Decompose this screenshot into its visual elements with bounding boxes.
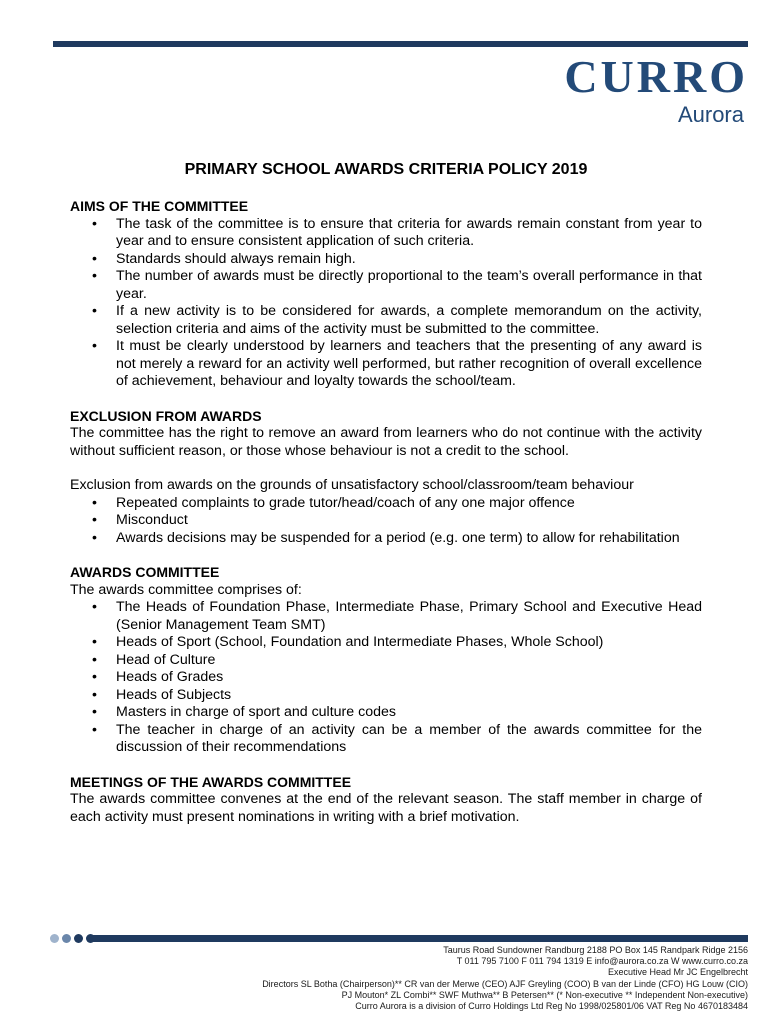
list-item: • The teacher in charge of an activity can be a member of the awards committee for the discussion of their recommendations bbox=[92, 721, 702, 755]
footer-line: PJ Mouton* ZL Combi** SWF Muthwa** B Petersen** (* Non-executive ** Independent Non-executive) bbox=[341, 989, 748, 1000]
meetings-heading: MEETINGS OF THE AWARDS COMMITTEE bbox=[70, 773, 352, 790]
exclusion-list bbox=[70, 495, 702, 548]
logo-sub: Aurora bbox=[677, 102, 744, 127]
bullet-icon: • bbox=[92, 721, 97, 738]
list-item: • The Heads of Foundation Phase, Intermediate Phase, Primary School and Executive Head (Senior Management Team SMT) bbox=[92, 599, 702, 633]
aims-list bbox=[70, 216, 702, 391]
list-item: • The number of awards must be directly proportional to the team’s overall performance in that year. bbox=[92, 268, 702, 302]
dot-icon bbox=[74, 934, 83, 943]
bullet-icon: • bbox=[92, 215, 97, 232]
footer-line: Taurus Road Sundowner Randburg 2188 PO Box 145 Randpark Ridge 2156 bbox=[443, 945, 748, 955]
committee-heading: AWARDS COMMITTEE bbox=[70, 564, 220, 580]
list-item: • It must be clearly understood by learners and teachers that the presenting of any award is not merely a reward for an activity well performed, but rather recognition of overall excellence of achievement, behaviour and loyalty towards the school/team. bbox=[92, 338, 702, 389]
list-item: • Misconduct bbox=[92, 512, 188, 528]
footer-line: Curro Aurora is a division of Curro Holdings Ltd Reg No 1998/025801/06 VAT Reg No 4670183484 bbox=[355, 1001, 748, 1012]
footer-line: Directors SL Botha (Chairperson)** CR van der Merwe (CEO) AJF Greyling (COO) B van der Linde (CFO) HG Louw (CIO) bbox=[262, 978, 748, 989]
list-item: • Heads of Sport (School, Foundation and Intermediate Phases, Whole School) bbox=[92, 634, 604, 650]
footer-line: Executive Head Mr JC Engelbrecht bbox=[607, 967, 748, 978]
list-item: • Standards should always remain high. bbox=[92, 250, 356, 267]
header-rule bbox=[53, 41, 748, 47]
list-item: • If a new activity is to be considered for awards, a complete memorandum on the activity, selection criteria and aims of the activity must be submitted to the committee. bbox=[92, 303, 702, 337]
bullet-icon: • bbox=[92, 303, 97, 319]
exclusion-paragraph: The committee has the right to remove an award from learners who do not continue with the activity without sufficient reason, or those whose behaviour is not a credit to the school. bbox=[70, 425, 702, 459]
bullet-icon: • bbox=[92, 512, 97, 528]
dot-icon bbox=[62, 934, 71, 943]
curro-aurora-logo bbox=[564, 51, 748, 128]
aims-heading: AIMS OF THE COMMITTEE bbox=[70, 198, 249, 214]
bullet-icon: • bbox=[92, 268, 97, 284]
dot-icon bbox=[50, 934, 59, 943]
bullet-icon: • bbox=[92, 338, 97, 354]
bullet-icon: • bbox=[92, 599, 97, 615]
bullet-icon: • bbox=[92, 704, 97, 720]
footer-line: T 011 795 7100 F 011 794 1319 E info@aurora.co.za W www.curro.co.za bbox=[456, 956, 748, 967]
committee-intro: The awards committee comprises of: bbox=[70, 581, 302, 598]
list-item: • Head of Culture bbox=[92, 651, 216, 668]
footer-rule bbox=[90, 935, 748, 942]
bullet-icon: • bbox=[92, 494, 97, 511]
committee-list bbox=[70, 599, 702, 757]
bullet-icon: • bbox=[92, 634, 97, 650]
bullet-icon: • bbox=[92, 250, 97, 267]
list-item: • The task of the committee is to ensure that criteria for awards remain constant from year to year and to ensure consistent application of such criteria. bbox=[92, 215, 702, 249]
list-item: • Masters in charge of sport and culture codes bbox=[92, 704, 396, 720]
bullet-icon: • bbox=[92, 651, 97, 668]
logo-name: CURRO bbox=[564, 51, 748, 102]
bullet-icon: • bbox=[92, 686, 97, 703]
list-item: • Repeated complaints to grade tutor/head/coach of any one major offence bbox=[92, 494, 575, 511]
bullet-icon: • bbox=[92, 529, 97, 546]
list-item: • Awards decisions may be suspended for a period (e.g. one term) to allow for rehabilitation bbox=[92, 529, 680, 546]
page-title: PRIMARY SCHOOL AWARDS CRITERIA POLICY 2019 bbox=[184, 161, 588, 178]
list-item: • Heads of Grades bbox=[92, 669, 224, 685]
list-item: • Heads of Subjects bbox=[92, 686, 232, 703]
footer-address bbox=[262, 945, 748, 1012]
exclusion-heading: EXCLUSION FROM AWARDS bbox=[70, 407, 262, 424]
policy-document bbox=[70, 160, 702, 826]
meetings-paragraph: The awards committee convenes at the end of the relevant season. The staff member in charge of each activity must present nominations in writing with a brief motivation. bbox=[70, 791, 702, 825]
exclusion-intro: Exclusion from awards on the grounds of unsatisfactory school/classroom/team behaviour bbox=[70, 477, 634, 493]
bullet-icon: • bbox=[92, 669, 97, 685]
